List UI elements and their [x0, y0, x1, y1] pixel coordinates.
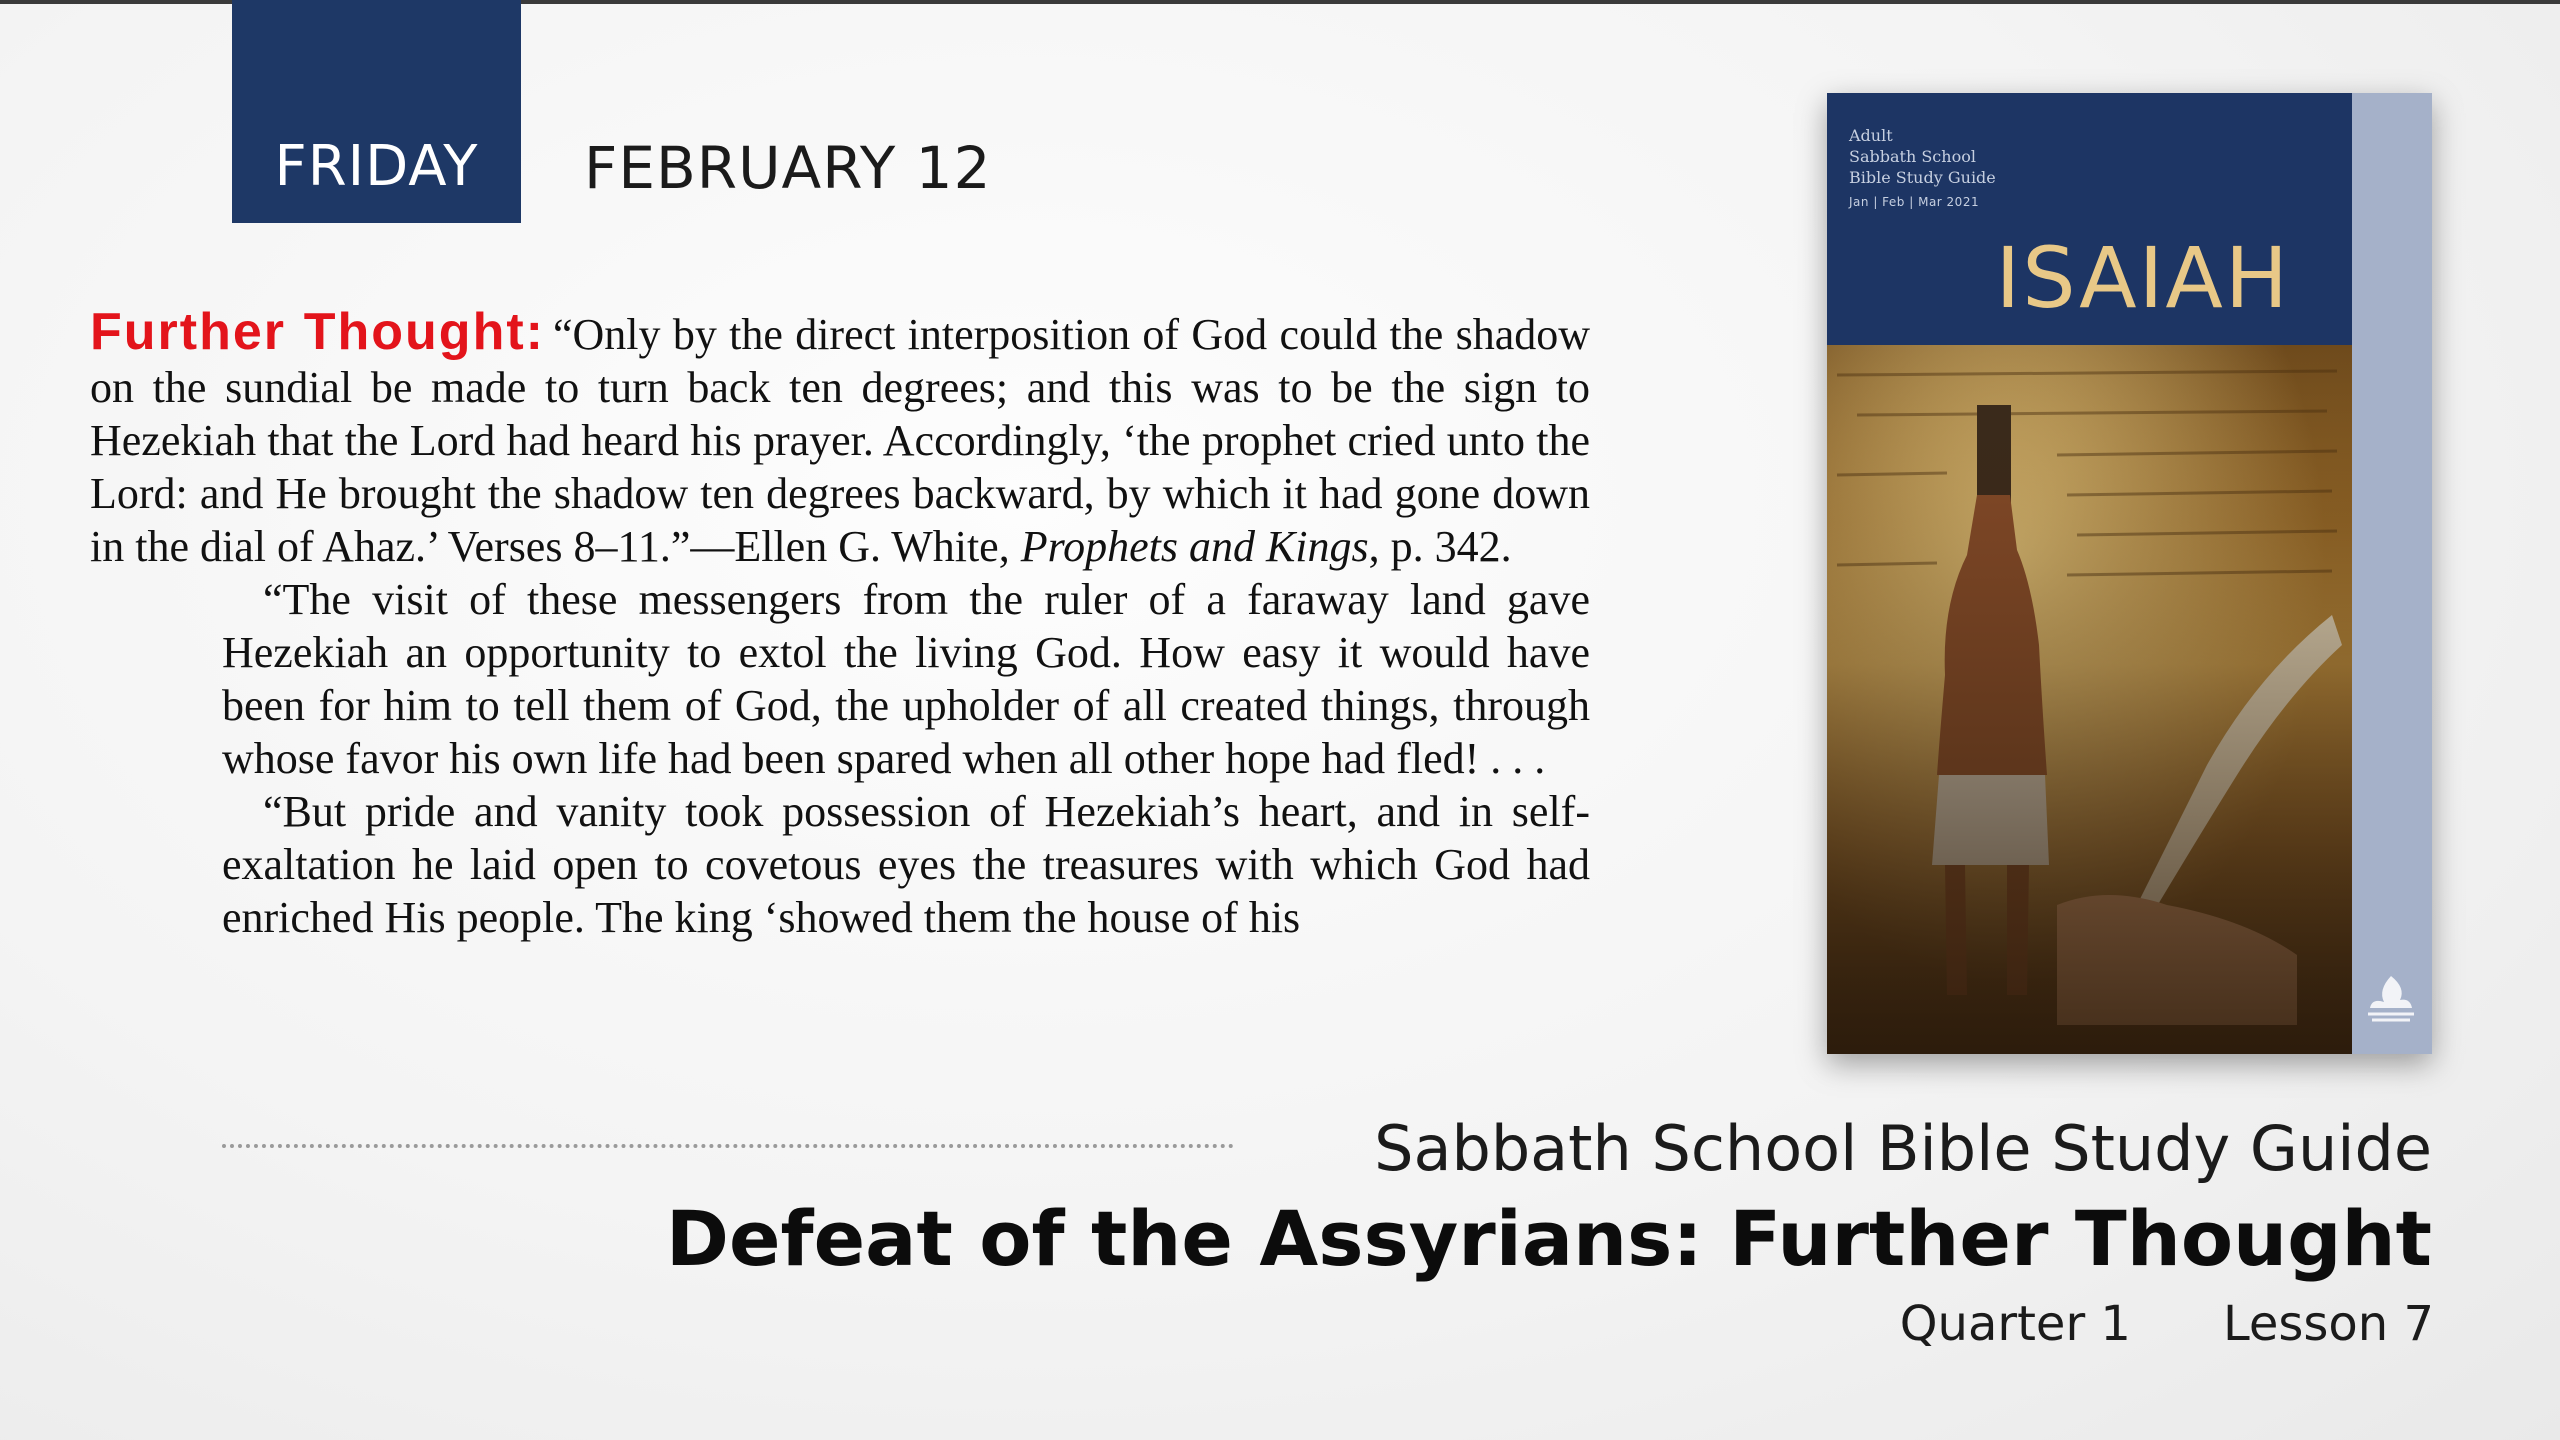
paragraph-1	[90, 306, 1590, 573]
page-reference: , p. 342.	[1368, 522, 1512, 571]
cover-illustration	[1827, 345, 2352, 1054]
lesson-meta	[1900, 1296, 2434, 1352]
paragraph-2: “The visit of these messengers from the ruler of a faraway land gave Hezekiah an opportunity to extol the living God. How easy it would have been for him to tell them of God, the upholder of all created things, through whose favor his own life had been spared when all other hope had fled! . . .	[222, 575, 1590, 783]
further-thought-label: Further Thought:	[90, 306, 545, 361]
cover-artwork	[1827, 345, 2352, 1054]
book-cover	[1827, 93, 2432, 1054]
cover-header	[1827, 93, 2352, 345]
paragraph-1-text: “Only by the direct interposition of God could the shadow on the sundial be made to turn back ten degrees; and this was to be the sign to Hezekiah that the Lord had heard his prayer. Accordingly, ‘the prophet cried unto the Lord: and He brought the shadow ten degrees backward, by which it had gone down in the dial of Ahaz.’ Verses 8–11.”—Ellen G. White,	[90, 310, 1590, 571]
cover-spine	[2352, 93, 2432, 1054]
cover-meta	[1849, 125, 1996, 213]
cover-dates: Jan | Feb | Mar 2021	[1849, 195, 1980, 209]
book-reference: Prophets and Kings	[1020, 522, 1369, 571]
cover-line-guide: Bible Study Guide	[1849, 168, 1996, 187]
quarter-label: Quarter 1	[1899, 1296, 2131, 1352]
day-badge	[232, 0, 521, 223]
date-label: FEBRUARY 12	[584, 134, 992, 202]
lesson-label: Lesson 7	[2222, 1296, 2434, 1352]
cover-line-adult: Adult	[1849, 126, 1893, 145]
guide-name: Sabbath School Bible Study Guide	[1374, 1112, 2432, 1185]
flame-logo-icon	[2362, 972, 2420, 1032]
cover-line-sabbath: Sabbath School	[1849, 147, 1976, 166]
cover-title: ISAIAH	[1995, 229, 2290, 327]
lesson-title: Defeat of the Assyrians: Further Thought	[665, 1194, 2432, 1283]
paragraph-3: “But pride and vanity took possession of Hezekiah’s heart, and in self-exaltation he laid open to covetous eyes the treasures with which God had enriched His people. The king ‘showed them the house of his	[222, 787, 1590, 942]
day-label: FRIDAY	[274, 134, 479, 199]
reading-panel	[90, 306, 1590, 1054]
dotted-divider	[222, 1144, 1234, 1148]
